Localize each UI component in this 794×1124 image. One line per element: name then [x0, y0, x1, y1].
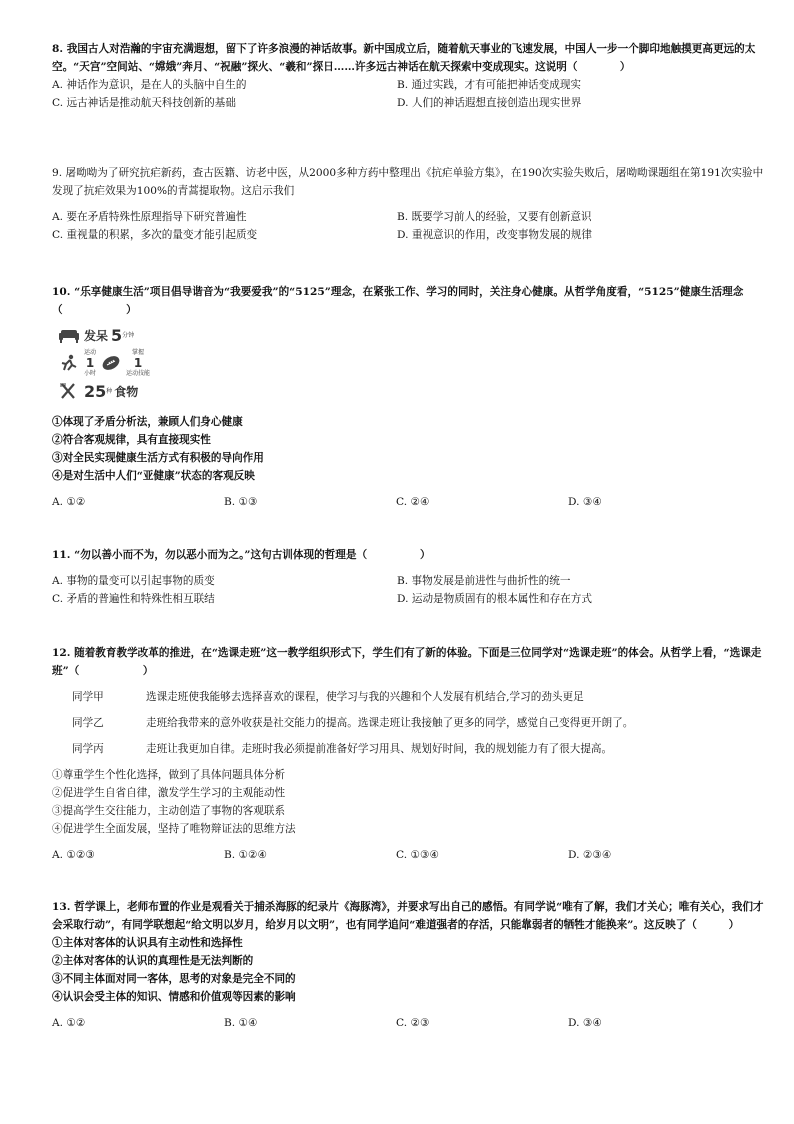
statement-4: ④是对生活中人们“亚健康”状态的客观反映 — [52, 470, 255, 482]
question-8 — [52, 40, 764, 112]
table-row — [72, 684, 764, 710]
question-12-statements — [52, 766, 764, 838]
student-feedback-table — [72, 684, 764, 762]
student-name: 同学甲 — [72, 691, 104, 703]
poster-row2-number2: 1 — [133, 356, 143, 370]
option-a: A. ①②③ — [52, 849, 95, 861]
poster-row1-label: 发呆 — [84, 328, 109, 343]
student-name: 同学丙 — [72, 743, 104, 755]
student-feedback: 走班让我更加自律。走班时我必须提前准备好学习用具、规划好时间，我的规划能力有了很大提高。 — [146, 743, 613, 755]
option-c: C. 远古神话是推动航天科技创新的基础 — [52, 97, 236, 109]
option-c: C. ①③④ — [396, 849, 439, 861]
question-12-stem: 12. 随着教育教学改革的推进，在“选课走班”这一教学组织形式下，学生们有了新的体验。下面是三位同学对“选课走班”的体会。从哲学上看，“选课走班”（ ） — [52, 647, 762, 677]
question-12 — [52, 644, 764, 864]
option-a: A. ①② — [52, 496, 86, 508]
question-8-stem: 8. 我国古人对浩瀚的宇宙充满遐想，留下了许多浪漫的神话故事。新中国成立后，随着航天事业的飞速发展，中国人一步一个脚印地触摸更高更远的太空。“天宫”空间站、“嫦娥”奔月、“祝融”探火、“羲和”探日……许多远古神话在航天探索中变成现实。这说明（ ） — [52, 43, 756, 73]
table-row — [72, 736, 764, 762]
question-13-statements — [52, 934, 764, 1006]
poster-row2-sub2: 运动技能 — [126, 370, 151, 377]
question-11-stem: 11. “勿以善小而不为，勿以恶小而为之。”这句古训体现的哲理是（ ） — [52, 549, 431, 561]
option-b: B. 事物发展是前进性与曲折性的统一 — [397, 575, 571, 587]
student-name: 同学乙 — [72, 717, 104, 729]
question-8-options — [52, 76, 764, 112]
question-11 — [52, 546, 764, 608]
option-d: D. 运动是物质固有的根本属性和存在方式 — [397, 593, 592, 605]
question-10 — [52, 283, 764, 511]
question-13-options — [52, 1014, 764, 1032]
poster-row3-label: 食物 — [114, 384, 139, 399]
option-c: C. 重视量的积累，多次的量变才能引起质变 — [52, 229, 258, 241]
poster-row1-unit: 分钟 — [122, 331, 135, 339]
question-11-options — [52, 572, 764, 608]
question-10-statements — [52, 413, 764, 485]
question-13 — [52, 898, 764, 1032]
option-b: B. ①②④ — [224, 849, 268, 861]
table-row — [72, 710, 764, 736]
poster-row3-number: 25 — [84, 381, 107, 401]
student-feedback: 走班给我带来的意外收获是社交能力的提高。选课走班让我接触了更多的同学，感觉自己变得更开朗了。 — [146, 717, 634, 729]
poster-row2-number: 1 — [85, 356, 95, 370]
sofa-icon — [58, 326, 80, 344]
statement-4: ④促进学生全面发展，坚持了唯物辩证法的思维方法 — [52, 823, 296, 835]
poster-row2-sub: 掌握 — [132, 349, 145, 356]
option-c: C. ②③ — [396, 1017, 430, 1029]
option-a: A. 事物的量变可以引起事物的质变 — [52, 575, 215, 587]
poster-row3-unit: 种 — [106, 387, 113, 395]
option-a: A. 神话作为意识，是在人的头脑中自生的 — [52, 79, 247, 91]
option-d: D. ③④ — [568, 496, 602, 508]
statement-1: ①体现了矛盾分析法，兼顾人们身心健康 — [52, 416, 243, 428]
option-b: B. 既要学习前人的经验，又要有创新意识 — [397, 211, 592, 223]
option-d: D. ③④ — [568, 1017, 602, 1029]
option-a: A. ①② — [52, 1017, 86, 1029]
option-b: B. ①③ — [224, 496, 258, 508]
statement-3: ③不同主体面对同一客体，思考的对象是完全不同的 — [52, 973, 296, 985]
question-9 — [52, 164, 764, 244]
statement-4: ④认识会受主体的知识、情感和价值观等因素的影响 — [52, 991, 296, 1003]
statement-2: ②主体对客体的认识的真理性是无法判断的 — [52, 955, 254, 967]
option-c: C. 矛盾的普遍性和特殊性相互联结 — [52, 593, 215, 605]
fork-knife-icon — [58, 382, 80, 400]
option-a: A. 要在矛盾特殊性原理指导下研究普遍性 — [52, 211, 247, 223]
option-d: D. ②③④ — [568, 849, 612, 861]
statement-3: ③对全民实现健康生活方式有积极的导向作用 — [52, 452, 264, 464]
football-icon — [100, 354, 122, 372]
statement-1: ①主体对客体的认识具有主动性和选择性 — [52, 937, 243, 949]
question-9-options — [52, 208, 764, 244]
poster-row1-number: 5 — [111, 325, 123, 345]
statement-2: ②符合客观规律，具有直接现实性 — [52, 434, 211, 446]
statement-3: ③提高学生交往能力，主动创造了事物的客观联系 — [52, 805, 286, 817]
poster-row2-label: 运动 — [84, 349, 97, 356]
question-10-options — [52, 493, 764, 511]
question-13-stem: 13. 哲学课上，老师布置的作业是观看关于捕杀海豚的纪录片《海豚湾》，并要求写出自己的感悟。有同学说“唯有了解，我们才关心；唯有关心，我们才会采取行动”，有同学联想起“给文明以岁月，给岁月以文明”，也有同学追问“难道强者的存活，只能靠弱者的牺牲才能换来”。这反映了（ ） — [52, 901, 764, 931]
student-feedback: 选课走班使我能够去选择喜欢的课程，使学习与我的兴趣和个人发展有机结合,学习的劲头更足 — [146, 691, 584, 703]
health-5125-poster — [58, 321, 178, 409]
option-d: D. 重视意识的作用，改变事物发展的规律 — [397, 229, 592, 241]
question-12-options — [52, 846, 764, 864]
option-b: B. ①④ — [224, 1017, 258, 1029]
running-icon — [58, 354, 80, 372]
question-9-stem: 9. 屠呦呦为了研究抗疟新药，查古医籍、访老中医，从2000多种方药中整理出《抗疟单验方集》，在190次实验失败后，屠呦呦课题组在第191次实验中发现了抗疟效果为100%的青蒿提取物。这启示我们 — [52, 167, 764, 197]
option-b: B. 通过实践，才有可能把神话变成现实 — [397, 79, 582, 91]
poster-row2-unit: 小时 — [84, 370, 97, 377]
option-d: D. 人们的神话遐想直接创造出现实世界 — [397, 97, 582, 109]
statement-2: ②促进学生自省自律，激发学生学习的主观能动性 — [52, 787, 286, 799]
question-10-stem: 10. “乐享健康生活”项目倡导谐音为“我要爱我”的“5125”理念，在紧张工作、学习的同时，关注身心健康。从哲学角度看，“5125”健康生活理念（ ） — [52, 286, 744, 316]
option-c: C. ②④ — [396, 496, 430, 508]
statement-1: ①尊重学生个性化选择，做到了具体问题具体分析 — [52, 769, 286, 781]
